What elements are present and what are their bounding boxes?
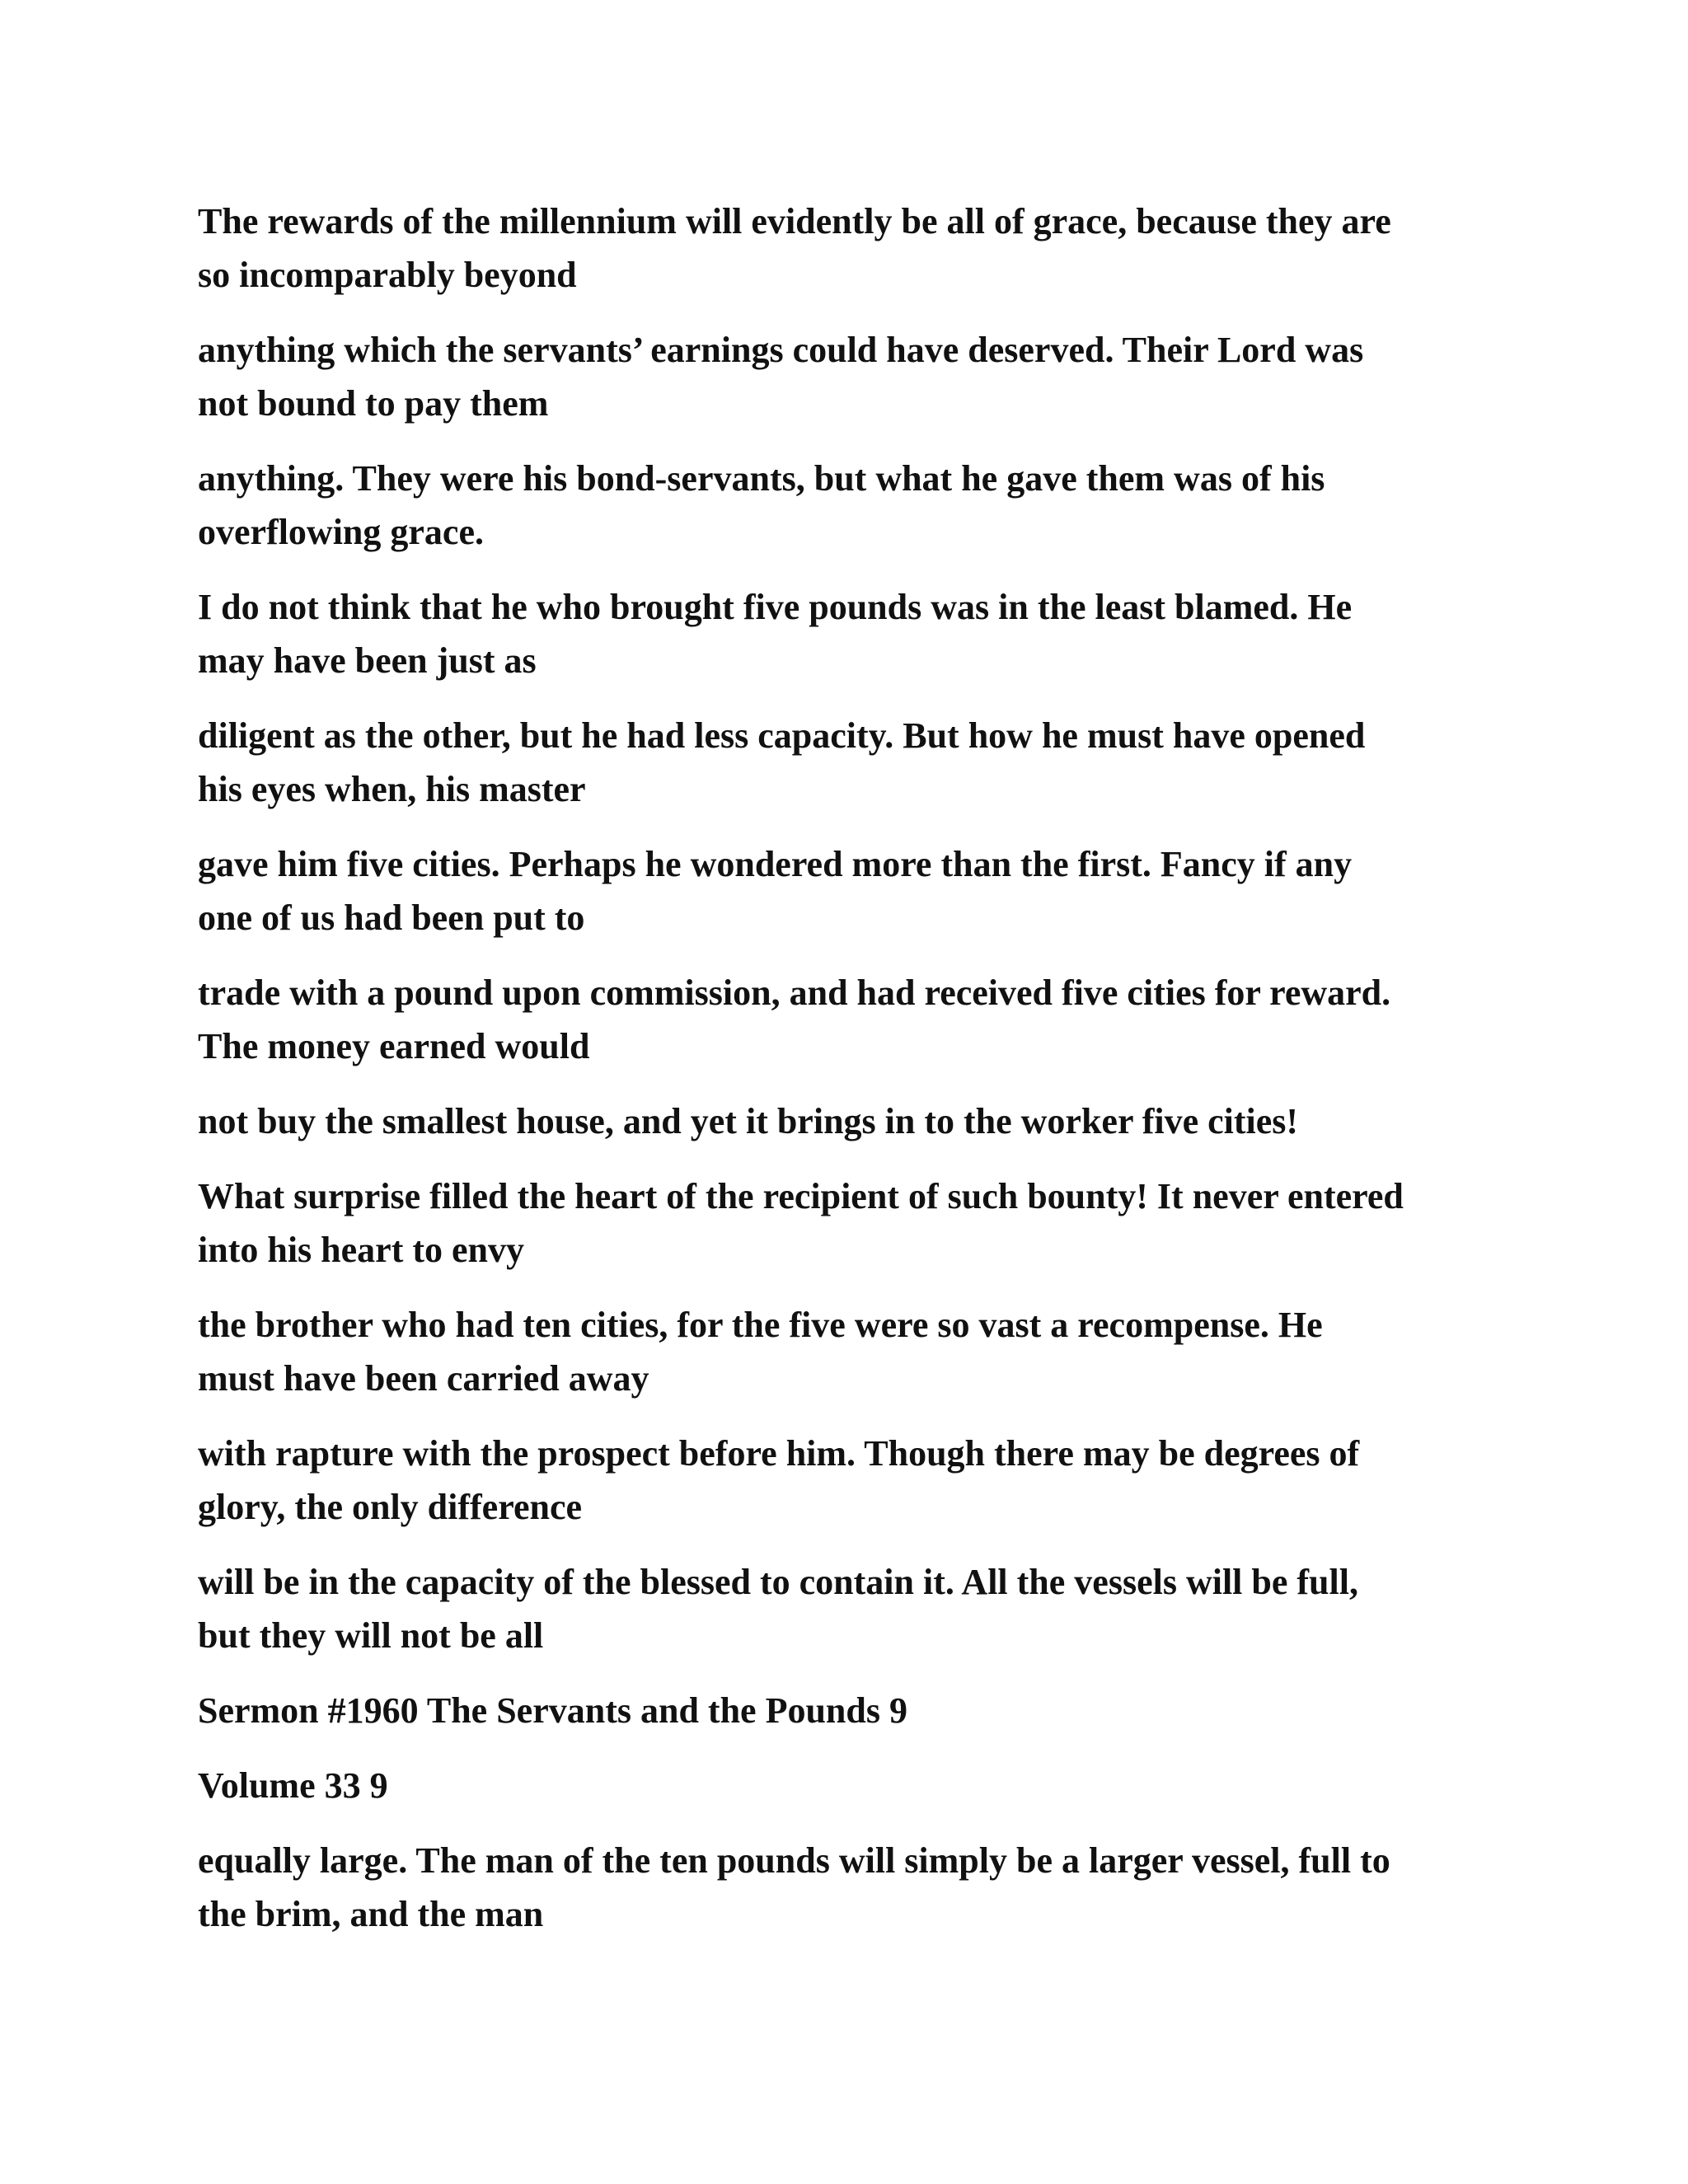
text-line: equally large. The man of the ten pounds will simply be a larger vessel, full to: [198, 1840, 1390, 1881]
text-line: with rapture with the prospect before him. Though there may be degrees of: [198, 1433, 1360, 1474]
paragraph-3: [198, 452, 1517, 559]
text-line: into his heart to envy: [198, 1230, 524, 1270]
text-line: must have been carried away: [198, 1358, 649, 1399]
text-line: The rewards of the millennium will evidently be all of grace, because they are: [198, 201, 1391, 241]
text-line: one of us had been put to: [198, 898, 585, 938]
text-line: The money earned would: [198, 1026, 590, 1066]
paragraph-1: [198, 194, 1517, 302]
text-line: will be in the capacity of the blessed to contain it. All the vessels will be full,: [198, 1562, 1358, 1602]
paragraph-9: [198, 1169, 1517, 1277]
text-line: anything which the servants’ earnings could have deserved. Their Lord was: [198, 330, 1364, 370]
text-line: trade with a pound upon commission, and had received five cities for reward.: [198, 972, 1391, 1013]
paragraph-12: [198, 1555, 1517, 1662]
text-line: overflowing grace.: [198, 512, 484, 552]
text-line: Volume 33 9: [198, 1765, 388, 1806]
text-line: so incomparably beyond: [198, 255, 577, 295]
text-line: gave him five cities. Perhaps he wondered more than the first. Fancy if any: [198, 844, 1353, 884]
paragraph-4: [198, 580, 1517, 687]
text-line: diligent as the other, but he had less capacity. But how he must have opened: [198, 715, 1366, 756]
text-line: not bound to pay them: [198, 383, 549, 424]
text-line: Sermon #1960 The Servants and the Pounds 9: [198, 1690, 907, 1731]
paragraph-6: [198, 837, 1517, 944]
paragraph-5: [198, 709, 1517, 816]
text-line: the brother who had ten cities, for the five were so vast a recompense. He: [198, 1305, 1323, 1345]
text-line: not buy the smallest house, and yet it brings in to the worker five cities!: [198, 1101, 1299, 1141]
paragraph-8: [198, 1094, 1517, 1148]
running-header: [198, 1684, 1517, 1737]
volume-line: [198, 1759, 1517, 1812]
paragraph-11: [198, 1427, 1517, 1534]
text-line: I do not think that he who brought five pounds was in the least blamed. He: [198, 587, 1353, 627]
text-line: his eyes when, his master: [198, 769, 586, 809]
text-line: the brim, and the man: [198, 1894, 544, 1934]
text-line: What surprise filled the heart of the recipient of such bounty! It never entered: [198, 1176, 1404, 1216]
paragraph-15: [198, 1834, 1517, 1941]
text-line: may have been just as: [198, 640, 537, 681]
text-column: [198, 194, 1517, 1962]
paragraph-7: [198, 966, 1517, 1073]
paragraph-2: [198, 323, 1517, 430]
text-line: glory, the only difference: [198, 1487, 582, 1527]
text-line: anything. They were his bond-servants, but what he gave them was of his: [198, 458, 1325, 499]
text-line: but they will not be all: [198, 1615, 544, 1656]
paragraph-10: [198, 1298, 1517, 1405]
